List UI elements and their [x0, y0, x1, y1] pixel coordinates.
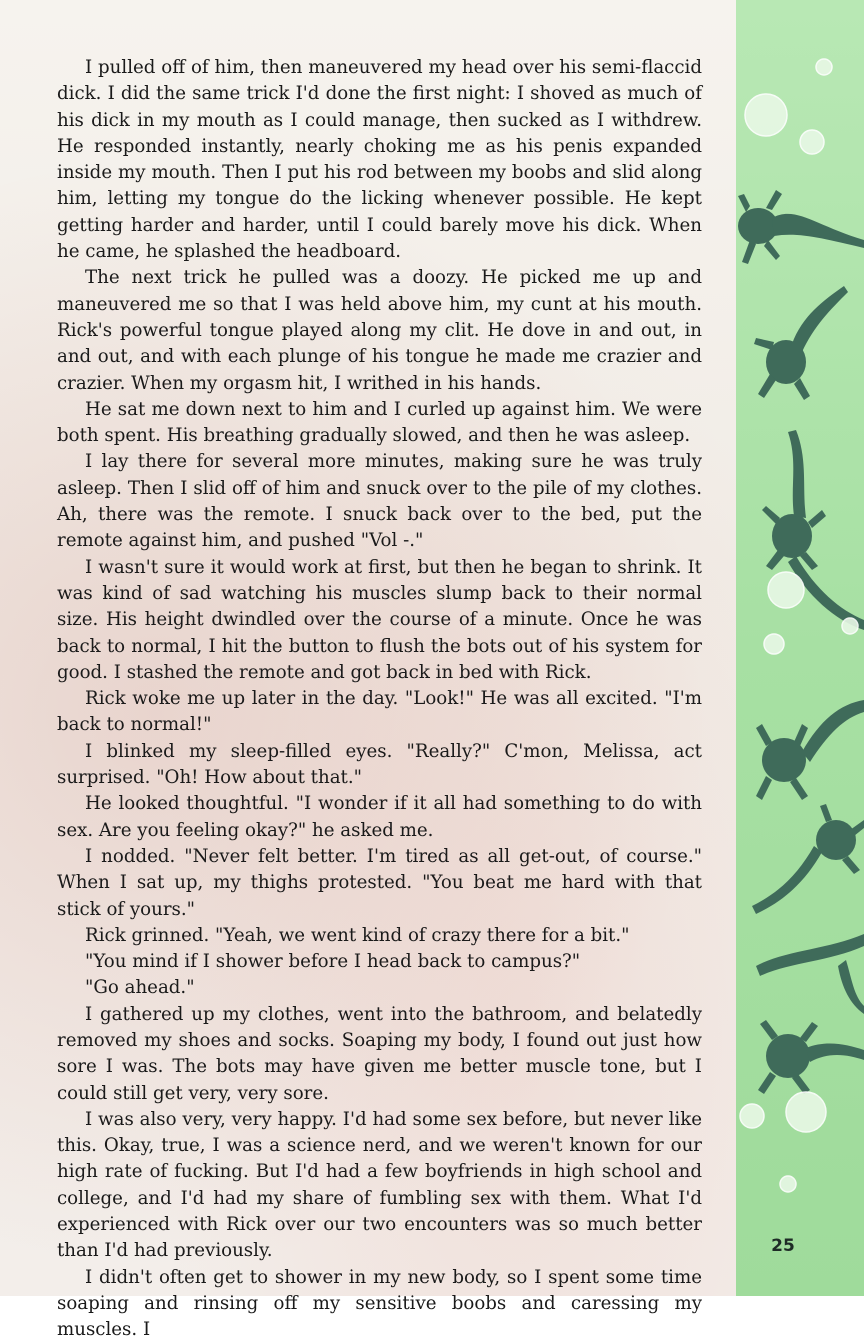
bubble-icon: [786, 1092, 826, 1132]
decorative-side-strip: [736, 0, 864, 1296]
lizard-silhouette-icon: [756, 700, 864, 800]
paragraph-7: I blinked my sleep-filled eyes. "Really?" C'mon, Melissa, act surprised. "Oh! How about that.": [57, 740, 702, 789]
paragraph-10: Rick grinned. "Yeah, we went kind of crazy there for a bit.": [85, 924, 630, 946]
bubble-icon: [745, 94, 787, 136]
lizard-silhouette-icon: [738, 190, 864, 264]
paragraph-12: "Go ahead.": [85, 977, 195, 999]
bubble-icon: [740, 1104, 764, 1128]
paragraph-11: "You mind if I shower before I head back to campus?": [85, 951, 581, 973]
paragraph-3: He sat me down next to him and I curled up against him. We were both spent. His breathing gradually slowed, and then he was asleep.: [57, 398, 702, 447]
lizard-pattern: [736, 0, 864, 1296]
page-number: 25: [771, 1236, 795, 1256]
bubble-icon: [768, 572, 804, 608]
lizard-silhouette-icon: [756, 934, 864, 1014]
bubble-icon: [764, 634, 784, 654]
body-text: [57, 55, 702, 1344]
lizard-silhouette-icon: [758, 1020, 864, 1094]
bubble-icon: [842, 618, 858, 634]
paragraph-6: Rick woke me up later in the day. "Look!" He was all excited. "I'm back to normal!": [57, 688, 702, 736]
paragraph-5: I wasn't sure it would work at first, but then he began to shrink. It was kind of sad watching his muscles slump back to their normal size. His height dwindled over the course of a minute. Once he was back to normal, I hit the button to flush the bots out of his system for good. I stashed the remote and got back in bed with Rick.: [57, 556, 702, 683]
paragraph-15: I didn't often get to shower in my new body, so I spent some time soaping and rinsing off my sensitive boobs and caressing my muscles. I: [57, 1266, 702, 1341]
bubble-icon: [816, 59, 832, 75]
bubble-icon: [800, 130, 824, 154]
lizard-silhouette-icon: [754, 286, 848, 400]
bubble-icon: [780, 1176, 796, 1192]
paragraph-13: I gathered up my clothes, went into the bathroom, and belatedly removed my shoes and socks. Soaping my body, I found out just how sore I was. The bots may have given me better muscle tone, but I could still get very, very sore.: [57, 1003, 702, 1104]
paragraph-8: He looked thoughtful. "I wonder if it all had something to do with sex. Are you feeling okay?" he asked me.: [57, 793, 702, 841]
paragraph-4: I lay there for several more minutes, making sure he was truly asleep. Then I slid off of him and snuck over to the pile of my clothes. Ah, there was the remote. I snuck back over to the bed, put the remote against him, and pushed "Vol -.": [57, 451, 702, 552]
paragraph-2: The next trick he pulled was a doozy. He picked me up and maneuvered me so that I was held above him, my cunt at his mouth. Rick's powerful tongue played along my clit. He dove in and out, in and out, and with each plunge of his tongue he made me crazier and crazier. When my orgasm hit, I writhed in his hands.: [57, 267, 702, 394]
lizard-silhouette-icon: [752, 804, 864, 914]
paragraph-1: I pulled off of him, then maneuvered my head over his semi-flaccid dick. I did the same trick I'd done the first night: I shoved as much of his dick in my mouth as I could manage, then sucked as I withdrew. He responded instantly, nearly choking me as his penis expanded inside my mouth. Then I put his rod between my boobs and slid along him, letting my tongue do the licking whenever possible. He kept getting harder and harder, until I could barely move his dick. When he came, he splashed the headboard.: [57, 57, 702, 263]
paragraph-14: I was also very, very happy. I'd had some sex before, but never like this. Okay, true, I was a science nerd, and we weren't known for our high rate of fucking. But I'd had a few boyfriends in high school and college, and I'd had my share of fumbling sex with them. What I'd experienced with Rick over our two encounters was so much better than I'd had previously.: [57, 1108, 702, 1262]
paragraph-9: I nodded. "Never felt better. I'm tired as all get-out, of course." When I sat up, my thighs protested. "You beat me hard with that stick of yours.": [57, 845, 702, 920]
